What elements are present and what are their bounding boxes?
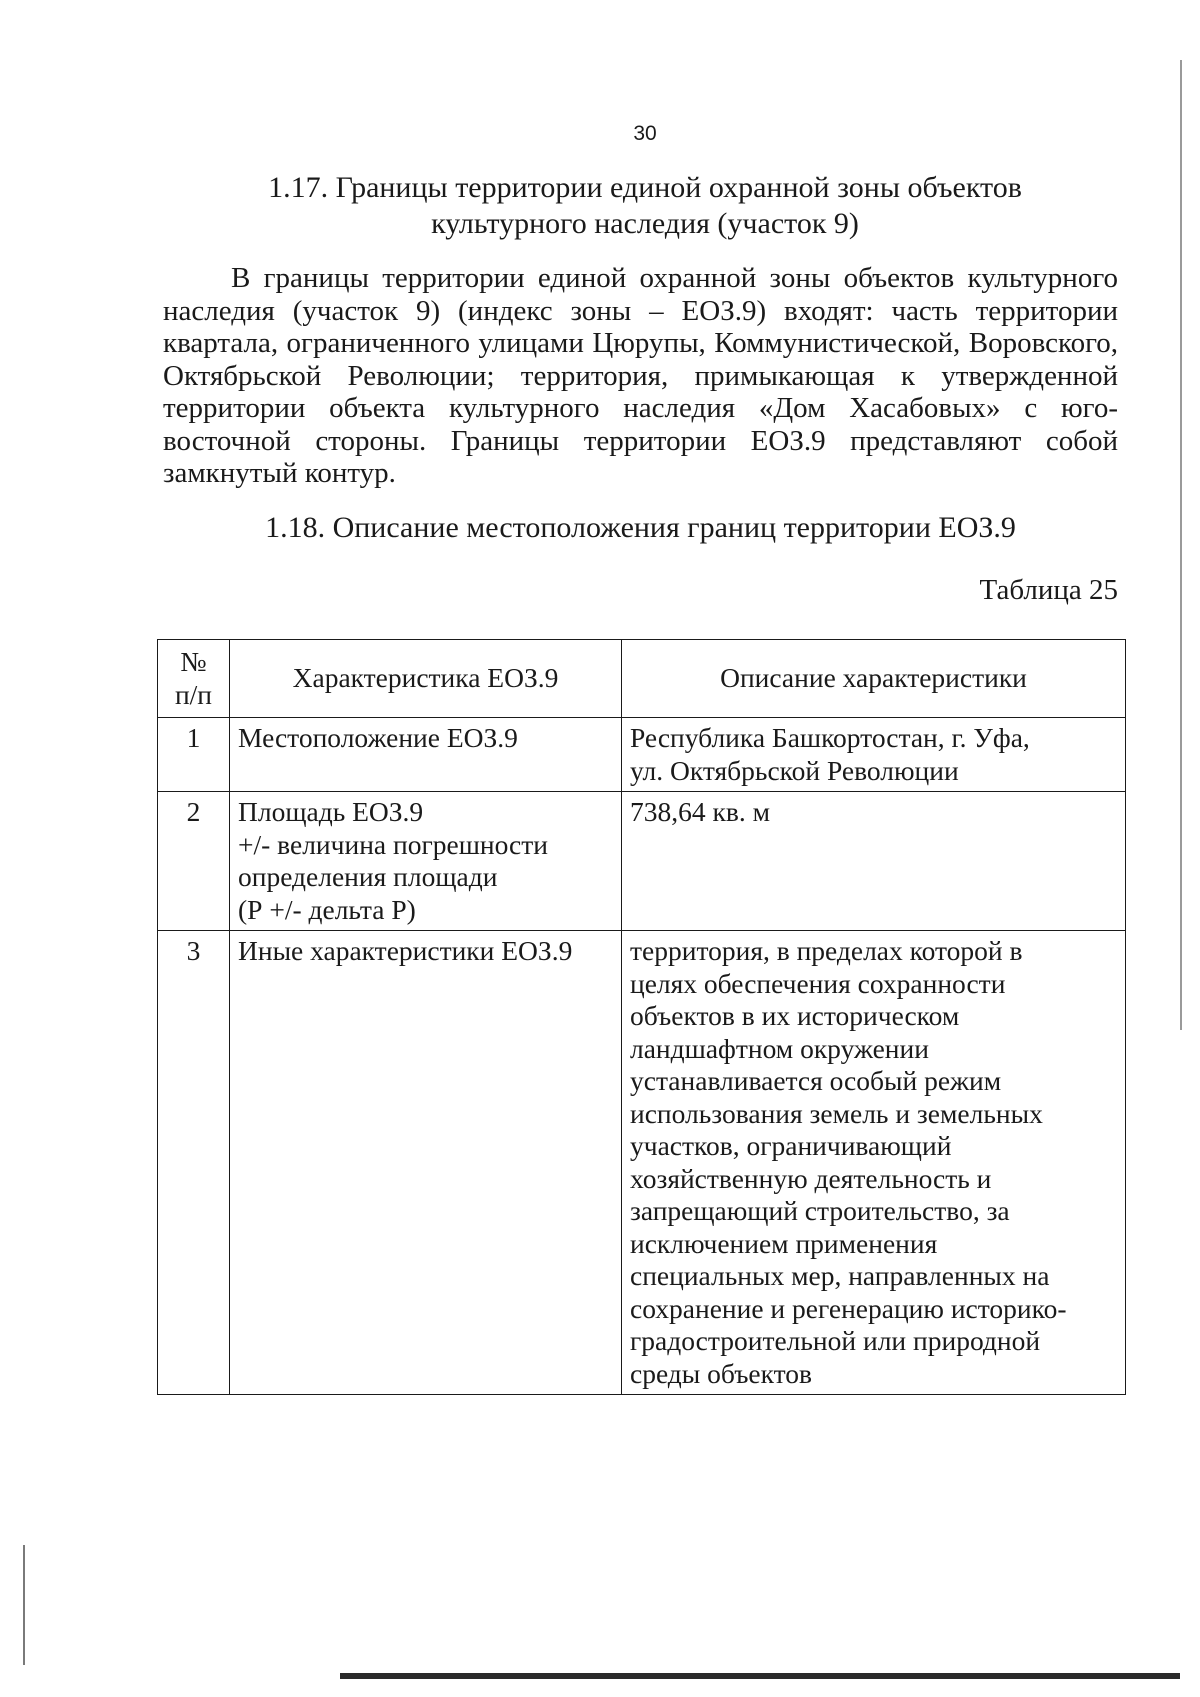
cell-description xyxy=(622,792,1126,931)
characteristic-line: Местоположение ЕОЗ.9 xyxy=(238,722,518,753)
characteristic-line: Иные характеристики ЕОЗ.9 xyxy=(238,935,573,966)
description-line: использования земель и земельных xyxy=(630,1097,1043,1129)
table-row xyxy=(158,931,1126,1395)
table-body xyxy=(158,718,1126,1395)
characteristic-line: определения площади xyxy=(238,861,498,892)
heading-line: 1.17. Границы территории единой охранной зоны объектов xyxy=(268,171,1022,204)
description-line: среды объектов xyxy=(630,1357,813,1389)
description-line: запрещающий строительство, за xyxy=(630,1195,1010,1226)
description-line: градостроительной или природной xyxy=(630,1325,1041,1356)
description-line: территория, в пределах которой в xyxy=(630,935,1023,966)
characteristics-table xyxy=(157,639,1126,1395)
page-number: 30 xyxy=(633,122,657,145)
description-line: объектов в их историческом xyxy=(630,1000,960,1031)
characteristic-line: Площадь ЕОЗ.9 xyxy=(238,796,424,827)
scan-margin-line xyxy=(23,1545,25,1665)
cell-characteristic xyxy=(230,931,622,1395)
table-container xyxy=(157,639,1125,1395)
header-characteristic: Характеристика ЕОЗ.9 xyxy=(230,640,622,718)
row-number: 3 xyxy=(158,931,230,1395)
cell-description xyxy=(622,718,1126,792)
description-line: специальных мер, направленных на xyxy=(630,1260,1050,1291)
scan-margin-line xyxy=(1180,60,1182,1030)
heading-line: культурного наследия (участок 9) xyxy=(431,207,859,240)
table-row xyxy=(158,792,1126,931)
description-line: ландшафтном окружении xyxy=(630,1032,929,1064)
header-num-line: п/п xyxy=(174,678,213,710)
description-line: устанавливается особый режим xyxy=(630,1065,1002,1096)
description-line: хозяйственную деятельность и xyxy=(630,1162,992,1194)
cell-characteristic xyxy=(230,792,622,931)
section-heading-1-17 xyxy=(160,170,1130,242)
table-row xyxy=(158,718,1126,792)
body-paragraph: В границы территории единой охранной зоны объектов культурного наследия (участок 9) (индекс зоны – ЕОЗ.9) входят: часть территории квартала, ограниченного улицами Цюрупы, Коммунистической, Воровского, Октябрьской Революции; территория, примыкающая к утвержденной территории объекта культурного наследия «Дом Хасабовых» с юго-восточной стороны. Границы территории ЕОЗ.9 представляют собой замкнутый контур. xyxy=(163,262,1118,489)
footer-rule xyxy=(340,1673,1180,1679)
header-description: Описание характеристики xyxy=(622,640,1126,718)
table-header-row xyxy=(158,640,1126,718)
header-num xyxy=(158,640,230,718)
description-line: целях обеспечения сохранности xyxy=(630,967,1006,999)
cell-characteristic xyxy=(230,718,622,792)
row-number: 1 xyxy=(158,718,230,792)
description-line: исключением применения xyxy=(630,1227,938,1259)
section-heading-1-18: 1.18. Описание местоположения границ территории ЕОЗ.9 xyxy=(265,511,1016,544)
description-line: ул. Октябрьской Революции xyxy=(630,754,959,786)
header-num-line: № xyxy=(180,646,207,677)
table-caption: Таблица 25 xyxy=(979,574,1118,606)
characteristic-line: +/- величина погрешности xyxy=(238,828,548,860)
characteristic-line: (Р +/- дельта Р) xyxy=(238,893,416,925)
row-number: 2 xyxy=(158,792,230,931)
description-line: участков, ограничивающий xyxy=(630,1130,952,1161)
description-line: Республика Башкортостан, г. Уфа, xyxy=(630,722,1030,753)
cell-description xyxy=(622,931,1126,1395)
description-line: сохранение и регенерацию историко- xyxy=(630,1292,1067,1324)
description-line: 738,64 кв. м xyxy=(630,796,770,827)
